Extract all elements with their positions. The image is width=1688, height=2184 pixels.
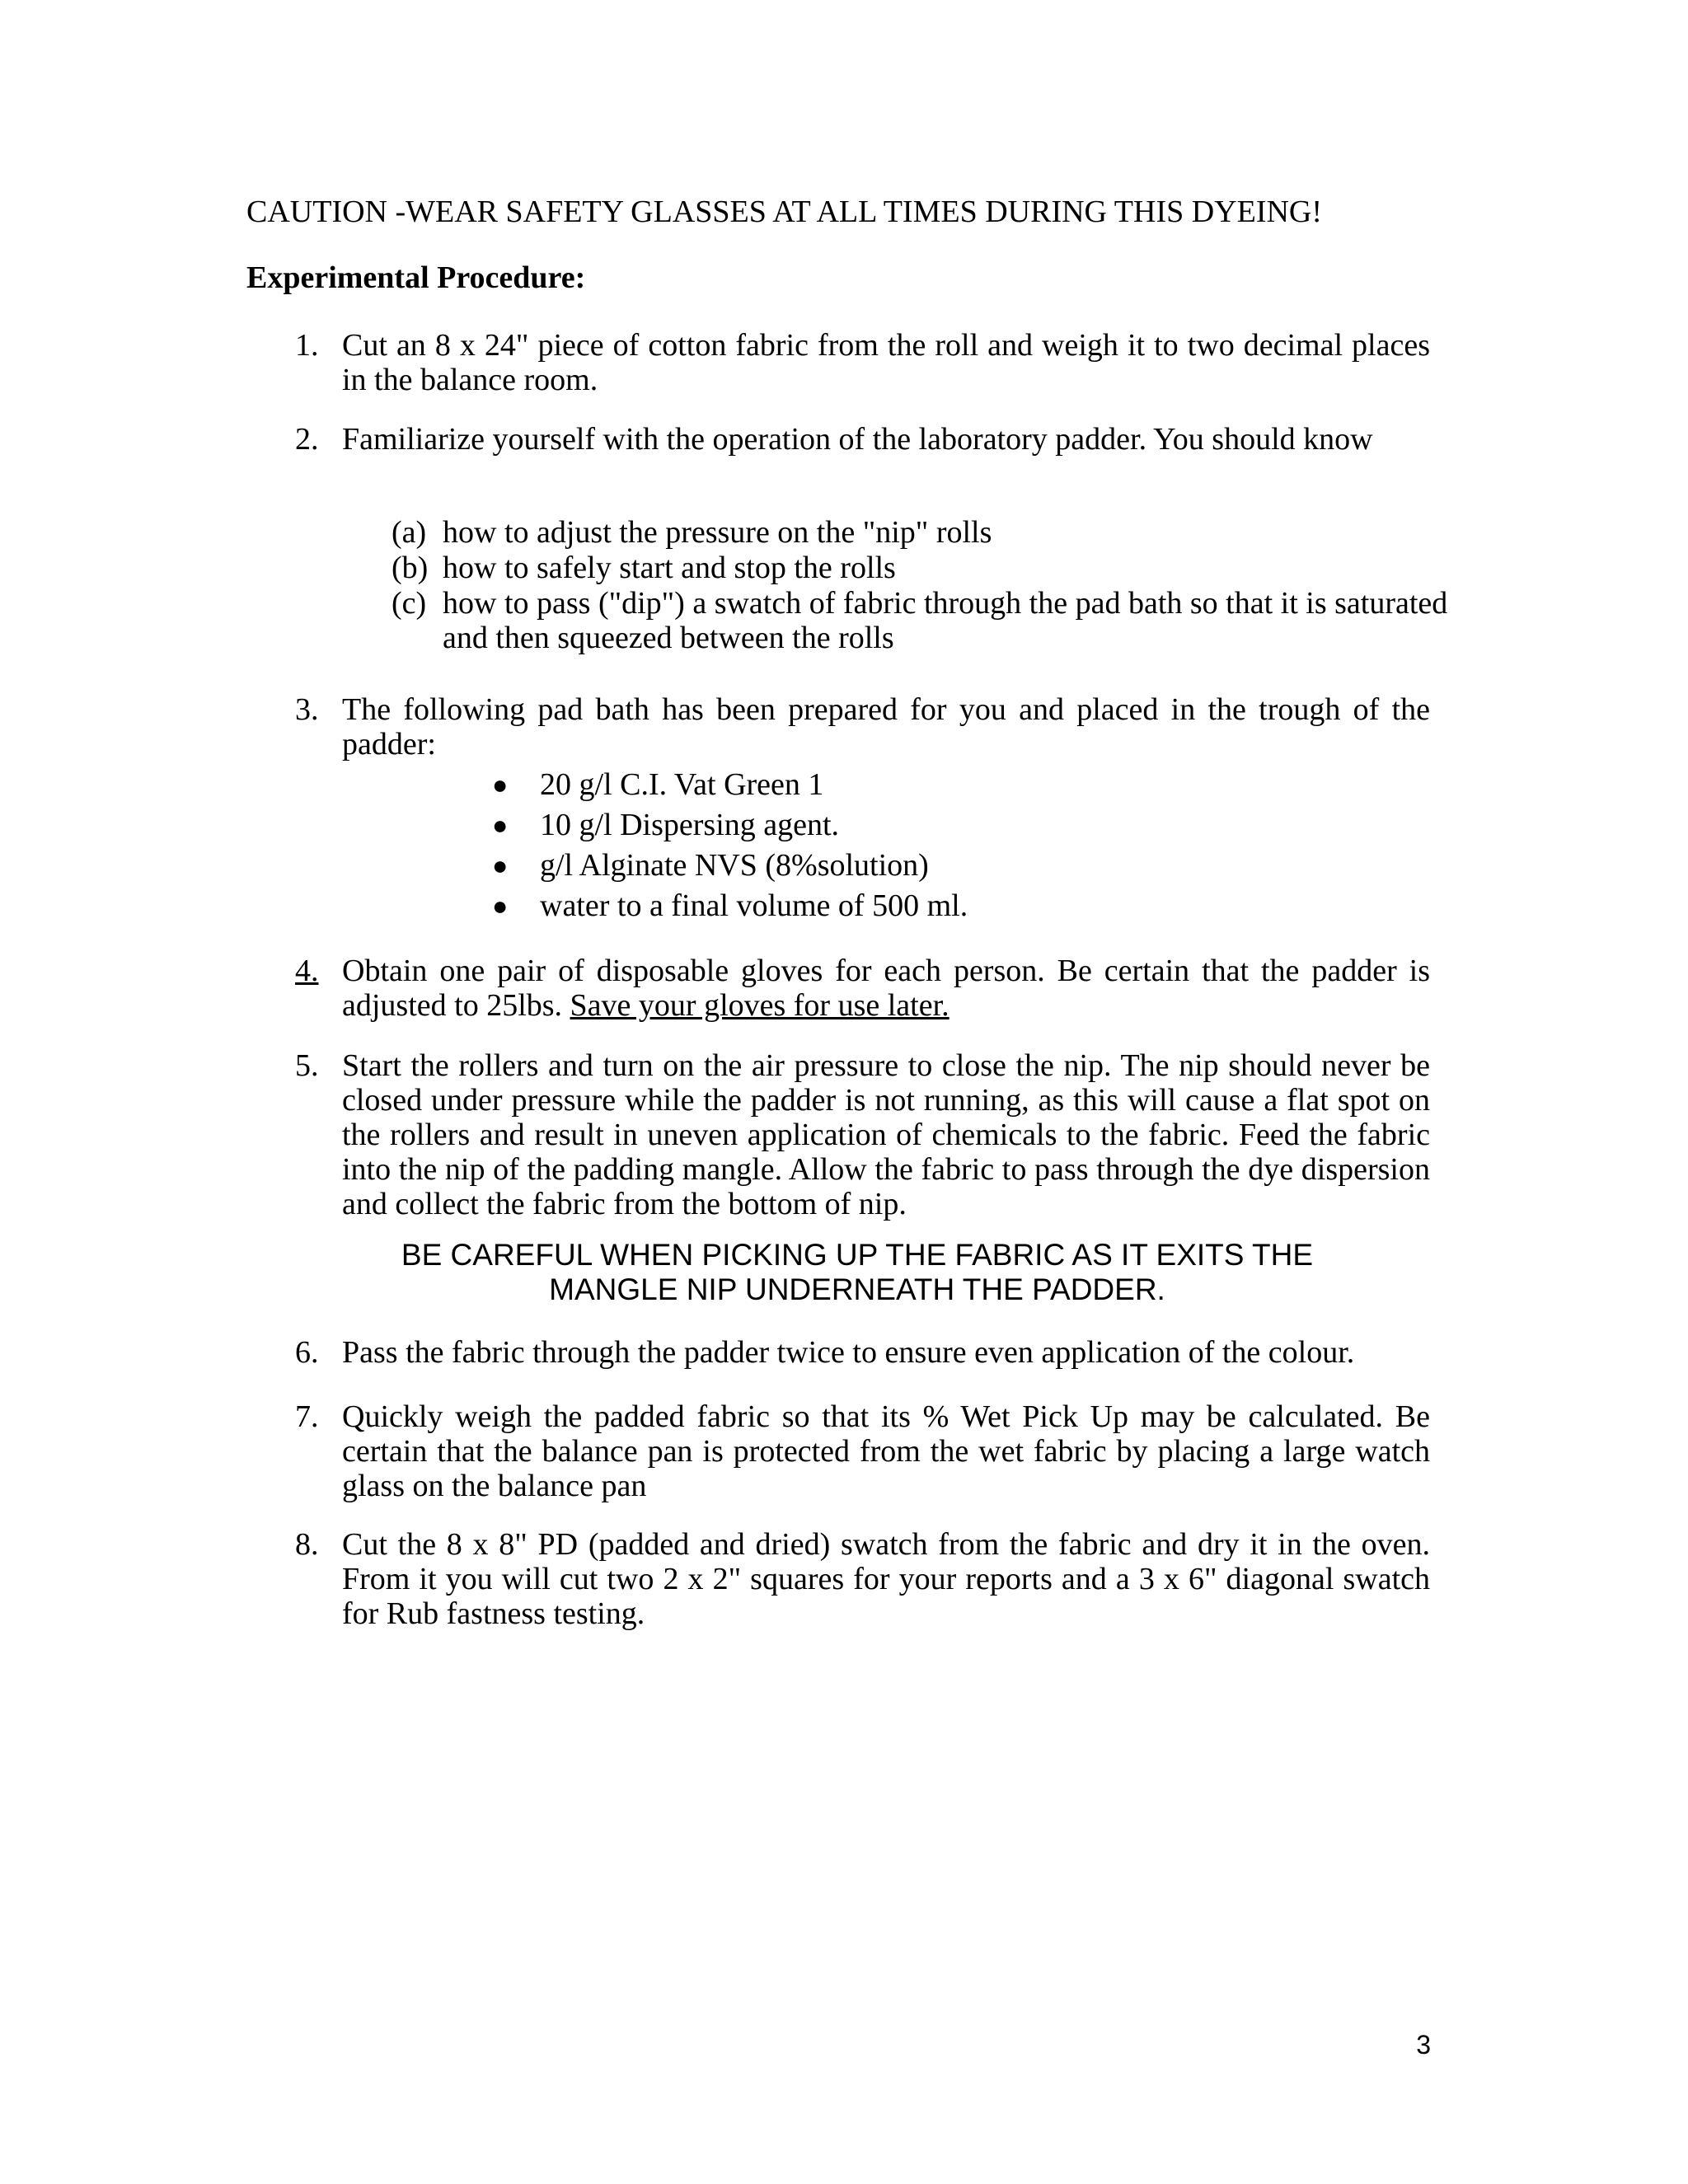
step-7 [295,1399,1430,1503]
step-5 [295,1048,1430,1221]
step-number: 4. [295,954,319,988]
substep-text: how to adjust the pressure on the "nip" rolls [443,515,992,550]
bullet-icon: ● [492,851,509,880]
step-number: 8. [295,1527,319,1562]
substep-text: how to safely start and stop the rolls [443,551,896,585]
substep-item [392,551,1455,585]
warning-line: BE CAREFUL WHEN PICKING UP THE FABRIC AS IT EXITS THE [401,1238,1314,1272]
caution-line: CAUTION -WEAR SAFETY GLASSES AT ALL TIMES DURING THIS DYEING! [246,194,1323,229]
bath-item: ● 20 g/l C.I. Vat Green 1 [492,765,968,805]
step-text: Familiarize yourself with the operation of the laboratory padder. You should know [342,422,1373,457]
step-number: 3. [295,692,319,727]
step-text: Start the rollers and turn on the air pressure to close the nip. The nip should never be closed under pressure while the padder is not running, as this will cause a flat spot on the rollers and result in uneven application of chemicals to the fabric. Feed the fabric into the nip of the padding mangle. Allow the fabric to pass through the dye dispersion and collect the fabric from the bottom of nip. [342,1048,1430,1221]
warning-line: MANGLE NIP UNDERNEATH THE PADDER. [549,1272,1165,1306]
page-number: 3 [1416,2030,1431,2060]
step-8 [295,1527,1430,1631]
bullet-icon: ● [492,891,509,921]
step-number: 1. [295,328,319,363]
bullet-icon: ● [492,770,509,799]
step-text: The following pad bath has been prepared for you and placed in the trough of the padder: [342,692,1430,762]
step-1 [295,328,1430,397]
substep-list [392,515,1455,655]
substep-label: (a) [392,515,427,550]
step-3 [295,692,1430,762]
substep-item [392,515,1455,550]
step-text-underlined: Save your gloves for use later. [570,988,950,1023]
section-heading: Experimental Procedure: [246,260,586,295]
step-4 [295,954,1430,1023]
bullet-icon: ● [492,810,509,840]
handling-warning [280,1238,1434,1307]
substep-label: (c) [392,586,427,621]
step-number: 5. [295,1048,319,1083]
step-number: 6. [295,1335,319,1370]
step-text: Obtain one pair of disposable gloves for each person. Be certain that the padder is adjusted to 25lbs. [342,954,1430,1023]
step-number: 7. [295,1399,319,1434]
bath-item: ● water to a final volume of 500 ml. [492,886,968,926]
bath-item: ● g/l Alginate NVS (8%solution) [492,846,968,886]
substep-item [392,586,1455,655]
step-text: Pass the fabric through the padder twice to ensure even application of the colour. [342,1335,1355,1370]
step-text: Cut an 8 x 24" piece of cotton fabric from the roll and weigh it to two decimal places in the balance room. [342,328,1430,397]
step-2 [295,422,1430,457]
step-text: Cut the 8 x 8" PD (padded and dried) swatch from the fabric and dry it in the oven. From it you will cut two 2 x 2" squares for your reports and a 3 x 6" diagonal swatch for Rub fastness testing. [342,1527,1430,1631]
step-6 [295,1335,1430,1370]
step-number: 2. [295,422,319,457]
substep-label: (b) [392,551,429,585]
bath-item: ● 10 g/l Dispersing agent. [492,805,968,846]
step-text: Quickly weigh the padded fabric so that its % Wet Pick Up may be calculated. Be certain that the balance pan is protected from the wet fabric by placing a large watch glass on the balance pan [342,1399,1430,1503]
pad-bath-list [492,765,968,926]
substep-text: how to pass ("dip") a swatch of fabric through the pad bath so that it is saturated and then squeezed between the rolls [443,586,1448,655]
